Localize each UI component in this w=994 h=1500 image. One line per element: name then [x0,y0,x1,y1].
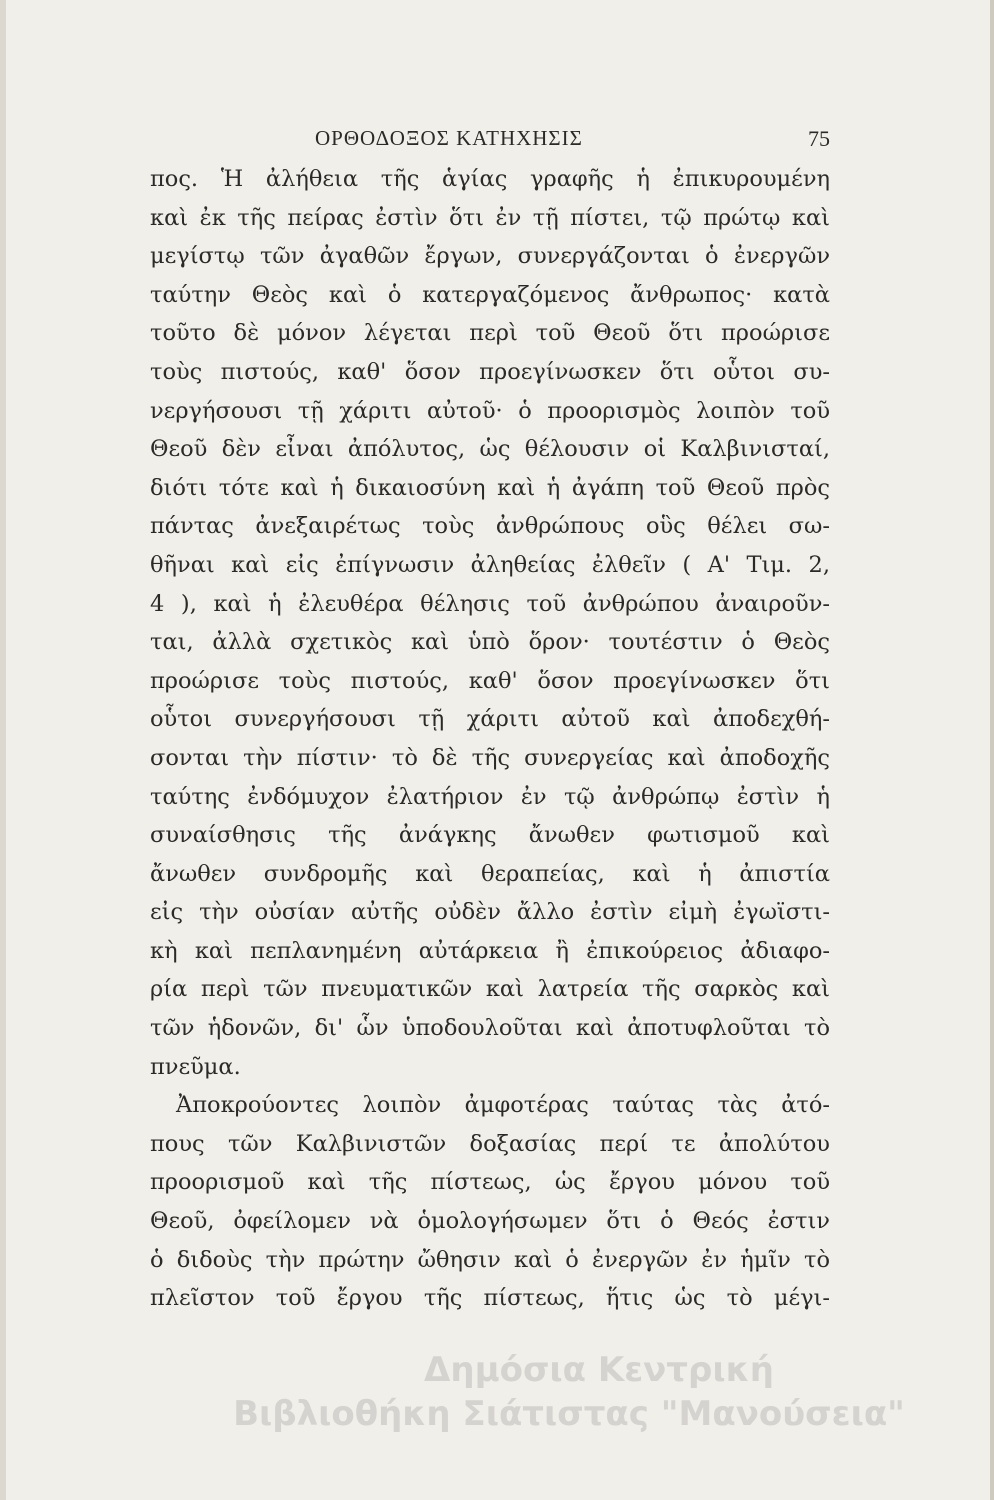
text-line: νεργήσουσι τῇ χάριτι αὐτοῦ· ὁ προορισμὸς λοιπὸν τοῦ [150,397,830,424]
text-line: Θεοῦ, ὀφείλομεν νὰ ὁμολογήσωμεν ὅτι ὁ Θεός ἐστιν [150,1208,830,1235]
text-line: οὗτοι συνεργήσουσι τῇ χάριτι αὐτοῦ καὶ ἀποδεχθή- [150,706,830,733]
text-line: πους τῶν Καλβινιστῶν δοξασίας περί τε ἀπολύτου [150,1130,830,1157]
text-line: 4 ), καὶ ἡ ἐλευθέρα θέλησις τοῦ ἀνθρώπου ἀναιροῦν- [150,590,830,617]
running-head [150,126,830,158]
text-line: εἰς τὴν οὐσίαν αὐτῆς οὐδὲν ἄλλο ἐστὶν εἰμὴ ἐγωϊστι- [150,899,830,926]
page-edge-left [0,0,6,1500]
text-line: ρία περὶ τῶν πνευματικῶν καὶ λατρεία τῆς σαρκὸς καὶ [150,976,830,1003]
paragraph-1 [150,160,830,1086]
text-line: ταύτην Θεὸς καὶ ὁ κατεργαζόμενος ἄνθρωπος· κατὰ [150,281,830,308]
watermark-line-2: Βιβλιοθήκη Σιάτιστας "Μανούσεια" [233,1394,905,1434]
watermark-line-1: Δημόσια Κεντρική [424,1350,774,1390]
text-line: τοῦτο δὲ μόνον λέγεται περὶ τοῦ Θεοῦ ὅτι προώρισε [150,320,830,347]
text-line: προορισμοῦ καὶ τῆς πίστεως, ὡς ἔργου μόνου τοῦ [150,1169,830,1196]
text-line: πάντας ἀνεξαιρέτως τοὺς ἀνθρώπους οὓς θέλει σω- [150,513,830,540]
text-line: μεγίστῳ τῶν ἀγαθῶν ἔργων, συνεργάζονται ὁ ἐνεργῶν [150,243,830,270]
page-header-title: ΟΡΘΟΔΟΞΟΣ ΚΑΤΗΧΗΣΙΣ [315,126,583,150]
text-line: θῆναι καὶ εἰς ἐπίγνωσιν ἀληθείας ἐλθεῖν ( Α' Τιμ. 2, [150,551,830,578]
text-line: πνεῦμα. [150,1053,241,1080]
page-edge-right [990,0,994,1500]
text-line: πλεῖστον τοῦ ἔργου τῆς πίστεως, ἥτις ὡς τὸ μέγι- [150,1285,830,1312]
text-line: Ἀποκρούοντες λοιπὸν ἀμφοτέρας ταύτας τὰς ἀτό- [176,1092,830,1119]
text-line: συναίσθησις τῆς ἀνάγκης ἄνωθεν φωτισμοῦ καὶ [150,822,830,849]
text-line: τῶν ἡδονῶν, δι' ὧν ὑποδουλοῦται καὶ ἀποτυφλοῦται τὸ [150,1015,830,1042]
text-line: Θεοῦ δὲν εἶναι ἀπόλυτος, ὡς θέλουσιν οἱ Καλβινισταί, [150,436,830,463]
page-number: 75 [808,126,830,151]
text-line: πος. Ἡ ἀλήθεια τῆς ἁγίας γραφῆς ἡ ἐπικυρουμένη [150,166,830,192]
text-line: καὶ ἐκ τῆς πείρας ἐστὶν ὅτι ἐν τῇ πίστει, τῷ πρώτῳ καὶ [150,204,830,231]
text-line: ται, ἀλλὰ σχετικὸς καὶ ὑπὸ ὅρον· τουτέστιν ὁ Θεὸς [150,629,830,656]
text-line: σονται τὴν πίστιν· τὸ δὲ τῆς συνεργείας καὶ ἀποδοχῆς [150,744,830,771]
text-line: κὴ καὶ πεπλανημένη αὐτάρκεια ἢ ἐπικούρειος ἀδιαφο- [150,937,830,964]
paragraph-2 [150,1086,830,1318]
text-line: προώρισε τοὺς πιστούς, καθ' ὅσον προεγίνωσκεν ὅτι [150,667,830,694]
library-watermark [189,1348,949,1436]
body-text [150,160,830,1318]
text-line: ὁ διδοὺς τὴν πρώτην ὤθησιν καὶ ὁ ἐνεργῶν ἐν ἡμῖν τὸ [150,1246,830,1273]
text-line: διότι τότε καὶ ἡ δικαιοσύνη καὶ ἡ ἀγάπη τοῦ Θεοῦ πρὸς [150,474,830,501]
text-line: ἄνωθεν συνδρομῆς καὶ θεραπείας, καὶ ἡ ἀπιστία [150,860,830,887]
text-line: ταύτης ἐνδόμυχον ἐλατήριον ἐν τῷ ἀνθρώπῳ ἐστὶν ἡ [150,783,830,810]
text-line: τοὺς πιστούς, καθ' ὅσον προεγίνωσκεν ὅτι οὗτοι συ- [150,358,830,385]
